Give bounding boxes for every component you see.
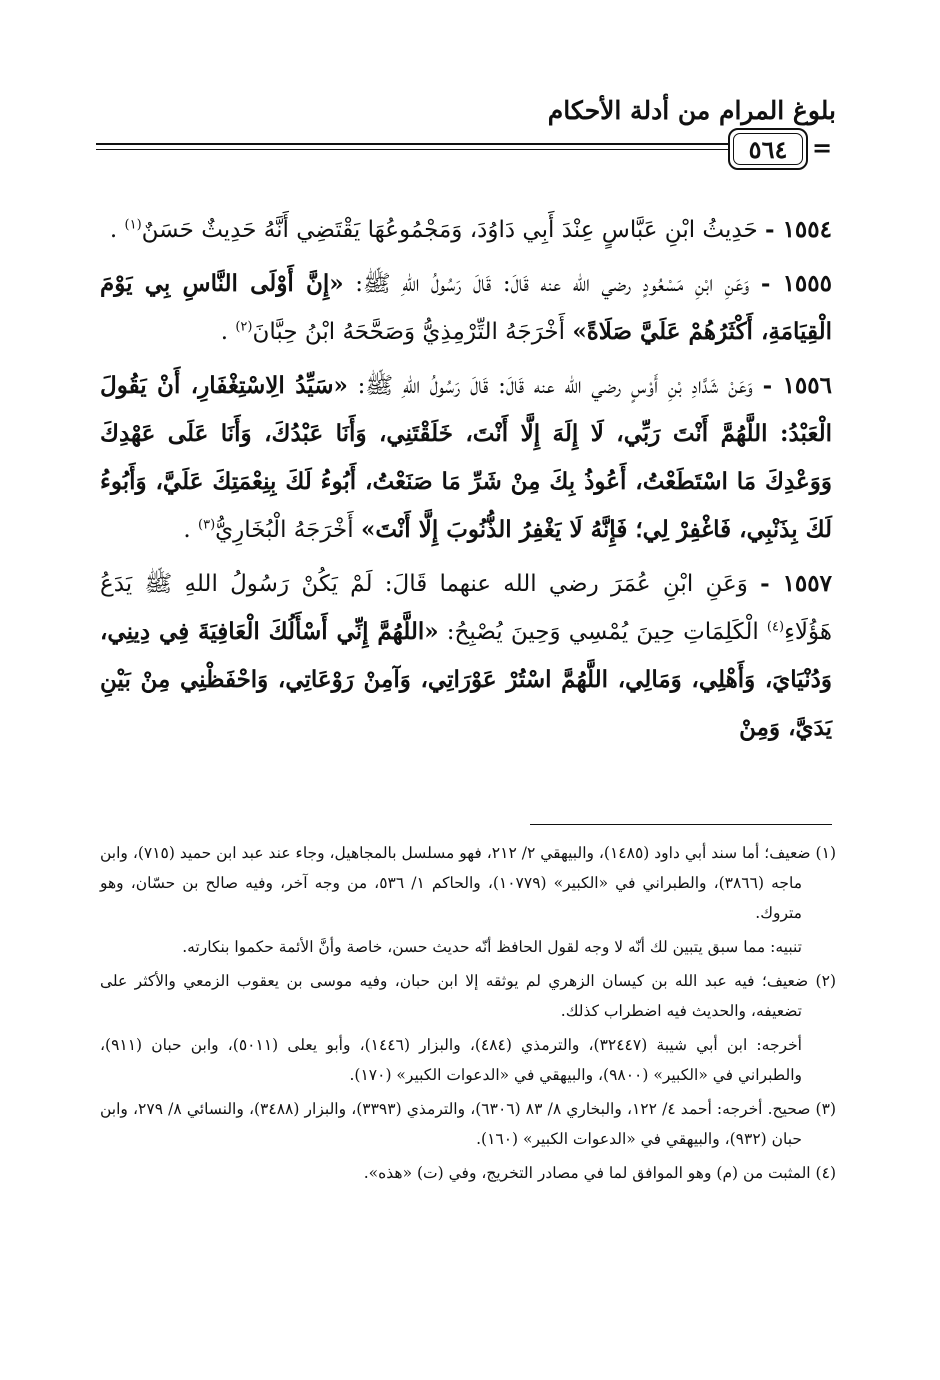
footnotes: [100, 838, 836, 1192]
hadith-1557: [100, 560, 832, 752]
hadith-quote: «إِنَّ أَوْلَى النَّاسِ بِي يَوْمَ الْقِيَامَةِ، أَكْثَرُهُمْ عَلَيَّ صَلَاةً»: [100, 270, 832, 345]
footnote-separator: [530, 824, 832, 825]
footnote-marker: (٤): [815, 1164, 836, 1182]
hadith-end: .: [109, 217, 125, 243]
footnote-text: ضعيف؛ فيه عبد الله بن كيسان الزهري لم يوثقه إلا ابن حبان، وفيه موسى بن يعقوب الزمعي والأكثر على تضعيفه، والحديث فيه اضطراب كذلك.: [100, 972, 809, 1020]
hadith-text: وَعَنْ شَدَّادِ بْنِ أَوْسٍ رضي الله عنه قَالَ: قَالَ رَسُولُ اللهِ ﷺ:: [347, 373, 763, 399]
footnote-ref[interactable]: (٤): [766, 619, 785, 635]
hadith-text: حَدِيثُ ابْنِ عَبَّاسٍ عِنْدَ أَبِي دَاوُدَ، وَمَجْمُوعُهَا يَقْتَضِي أَنَّهُ حَدِيثٌ حَسَنٌ: [141, 217, 766, 243]
hadith-1555: [100, 260, 832, 356]
hadith-text: وَعَنِ ابْنِ مَسْعُودٍ رضي الله عنه قَالَ: قَالَ رَسُولُ اللهِ ﷺ:: [343, 271, 761, 297]
footnote-ref[interactable]: (٣): [198, 517, 216, 533]
hadith-source: أَخْرَجَهُ الْبُخَارِيُّ: [215, 517, 361, 543]
footnote-marker: (١): [815, 844, 836, 862]
book-title: بلوغ المرام من أدلة الأحكام: [547, 96, 836, 125]
hadith-1556: [100, 362, 832, 554]
hadith-text-cont: الْكَلِمَاتِ حِينَ يُمْسِي وَحِينَ يُصْبِحُ:: [438, 619, 767, 645]
footnote-1: [100, 838, 836, 928]
footnote-1-note: تنبيه: مما سبق يتبين لك أنّه لا وجه لقول الحافظ أنّه حديث حسن، خاصة وأنَّ الأئمة حكموا بنكارته.: [182, 938, 802, 956]
footnote-2-sources: أخرجه: ابن أبي شيبة (٣٢٤٤٧)، والترمذي (٤٨٤)، والبزار (١٤٤٦)، وأبو يعلى (٥٠١١)، وابن حبان (٩١١)، والطبراني في «الكبير» (٩٨٠٠)، والبيهقي في «الدعوات الكبير» (١٧٠).: [100, 1036, 802, 1084]
hadith-number: ١٥٥٦ -: [762, 372, 832, 399]
footnote-4: [100, 1158, 836, 1188]
footnote-text: ضعيف؛ أما سند أبي داود (١٤٨٥)، والبيهقي ٢/ ٢١٢، فهو مسلسل بالمجاهيل، وجاء عند عبد ابن حميد (٧١٥)، وابن ماجه (٣٨٦٦)، والطبراني في «الكبير» (١٠٧٧٩)، والحاكم ١/ ٥٣٦، من وجه آخر، وفيه صالح بن حسّان، وهو متروك.: [100, 844, 811, 922]
footnote-text: صحيح. أخرجه: أحمد ٤/ ١٢٢، والبخاري ٨/ ٨٣ (٦٣٠٦)، والترمذي (٣٣٩٣)، والبزار (٣٤٨٨)، والنسائي ٨/ ٢٧٩، وابن حبان (٩٣٢)، والبيهقي في «الدعوات الكبير» (١٦٠).: [100, 1100, 811, 1148]
hadith-number: ١٥٥٥ -: [760, 270, 832, 297]
hadith-source: أَخْرَجَهُ التِّرْمِذِيُّ وَصَحَّحَهُ ابْنُ حِبَّانَ: [252, 319, 573, 345]
hadith-1554: [100, 206, 832, 254]
hadith-quote: «سَيِّدُ الِاسْتِغْفَارِ، أَنْ يَقُولَ الْعَبْدُ: اللَّهُمَّ أَنْتَ رَبِّي، لَا إِلَهَ إِلَّا أَنْتَ، خَلَقْتَنِي، وَأَنَا عَبْدُكَ، وَأَنَا عَلَى عَهْدِكَ وَوَعْدِكَ مَا اسْتَطَعْتُ، أَعُوذُ بِكَ مِنْ شَرِّ مَا صَنَعْتُ، أَبُوءُ لَكَ بِنِعْمَتِكَ عَلَيَّ، وَأَبُوءُ لَكَ بِذَنْبِي، فَاغْفِرْ لِي؛ فَإِنَّهُ لَا يَغْفِرُ الذُّنُوبَ إِلَّا أَنْتَ»: [100, 372, 832, 543]
hadith-number: ١٥٥٧ -: [760, 570, 832, 597]
header-mark: =: [812, 134, 833, 162]
footnote-ref[interactable]: (٢): [235, 319, 253, 335]
hadith-text: وَعَنِ ابْنِ عُمَرَ رضي الله عنهما قَالَ: لَمْ يَكُنْ رَسُولُ اللهِ ﷺ يَدَعُ هَؤُلَاءِ: [100, 571, 833, 645]
footnote-marker: (٢): [815, 972, 836, 990]
footnote-ref[interactable]: (١): [124, 217, 142, 233]
hadith-end: .: [183, 517, 199, 543]
page-number: ٥٦٤: [728, 128, 808, 170]
hadith-number: ١٥٥٤ -: [765, 216, 832, 243]
hadith-quote: «اللَّهُمَّ إِنِّي أَسْأَلُكَ الْعَافِيَةَ فِي دِينِي، وَدُنْيَايَ، وَأَهْلِي، وَمَالِي، اللَّهُمَّ اسْتُرْ عَوْرَاتِي، وَآمِنْ رَوْعَاتِي، وَاحْفَظْنِي مِنْ بَيْنِ يَدَيَّ، وَمِنْ: [100, 618, 832, 741]
main-text: [100, 206, 832, 758]
footnote-2: [100, 966, 836, 1026]
hadith-end: .: [220, 319, 236, 345]
footnote-3: [100, 1094, 836, 1154]
footnote-marker: (٣): [815, 1100, 836, 1118]
header-rule-thin: [96, 149, 728, 150]
footnote-text: المثبت من (م) وهو الموافق لما في مصادر التخريج، وفي (ت) «هذه».: [363, 1164, 811, 1182]
header-rule: [96, 143, 728, 145]
